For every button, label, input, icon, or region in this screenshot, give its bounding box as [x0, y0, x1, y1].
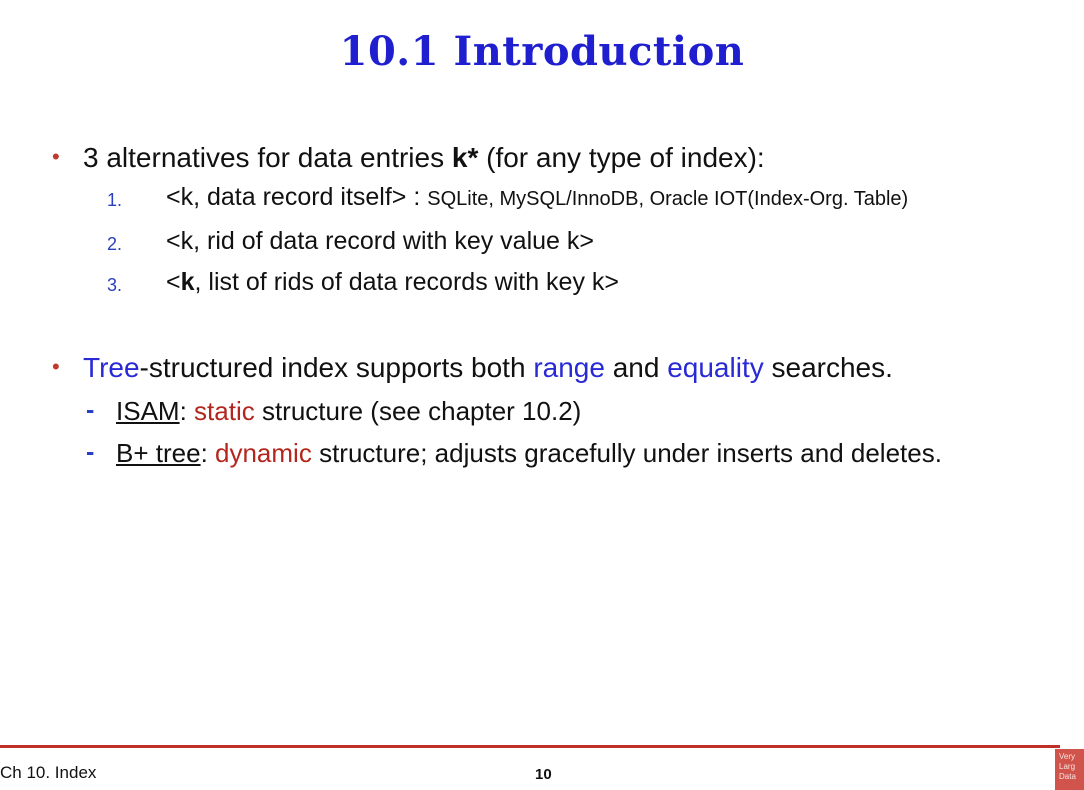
list-item-1-note: SQLite, MySQL/InnoDB, Oracle IOT(Index-Org. Table)	[427, 188, 909, 210]
sub-item-bplus-tree	[116, 438, 942, 469]
sub-dash-2: -	[86, 438, 95, 466]
bullet-bold-k: k*	[451, 142, 479, 173]
list-item-1-main: <k, data record itself> :	[166, 183, 428, 211]
sub-dash-1: -	[86, 396, 95, 424]
logo-line-2: Larg	[1059, 762, 1076, 771]
bullet-text: searches.	[763, 352, 893, 383]
sub-item-isam	[116, 396, 581, 427]
bullet-text-end: (for any type of index):	[478, 142, 765, 173]
footer-chapter: Ch 10. Index	[0, 763, 97, 782]
list-number-1: 1.	[107, 190, 123, 210]
word-range: range	[533, 352, 605, 383]
page-number: 10	[535, 766, 552, 783]
word-tree: Tree	[83, 352, 140, 383]
bullet-marker: •	[52, 354, 60, 379]
list-item-3-rest: , list of rids of data records with key k>	[194, 268, 619, 296]
list-item-2-main: <k, rid of data record with key value k>	[166, 227, 594, 255]
isam-label: ISAM	[116, 396, 180, 426]
word-static: static	[194, 396, 255, 426]
bullet-marker: •	[52, 144, 60, 169]
list-number-2: 2.	[107, 234, 123, 254]
word-dynamic: dynamic	[215, 438, 312, 468]
bullet-text: 3 alternatives for data entries	[83, 142, 452, 173]
bullet-text: -structured index supports both	[139, 352, 534, 383]
list-item-2	[166, 227, 594, 256]
list-item-1	[166, 183, 908, 212]
sub-colon: :	[200, 438, 216, 468]
slide-title: 10.1 Introduction	[339, 28, 745, 75]
list-item-3-bold-k: k	[180, 268, 195, 296]
bullet-text: and	[604, 352, 668, 383]
sub-text: structure (see chapter 10.2)	[254, 396, 582, 426]
logo	[1055, 749, 1084, 790]
bplus-tree-label: B+ tree	[116, 438, 201, 468]
sub-colon: :	[179, 396, 195, 426]
bullet-tree-index	[52, 352, 893, 384]
list-item-3-pre: <	[166, 268, 181, 296]
list-number-3: 3.	[107, 275, 123, 295]
logo-line-3: Data	[1059, 772, 1076, 781]
bullet-data-entries	[52, 142, 765, 174]
logo-line-1: Very	[1059, 752, 1076, 761]
footer-rule	[0, 745, 1060, 748]
sub-text: structure; adjusts gracefully under inserts and deletes.	[311, 438, 942, 468]
word-equality: equality	[667, 352, 764, 383]
list-item-3	[166, 268, 619, 297]
